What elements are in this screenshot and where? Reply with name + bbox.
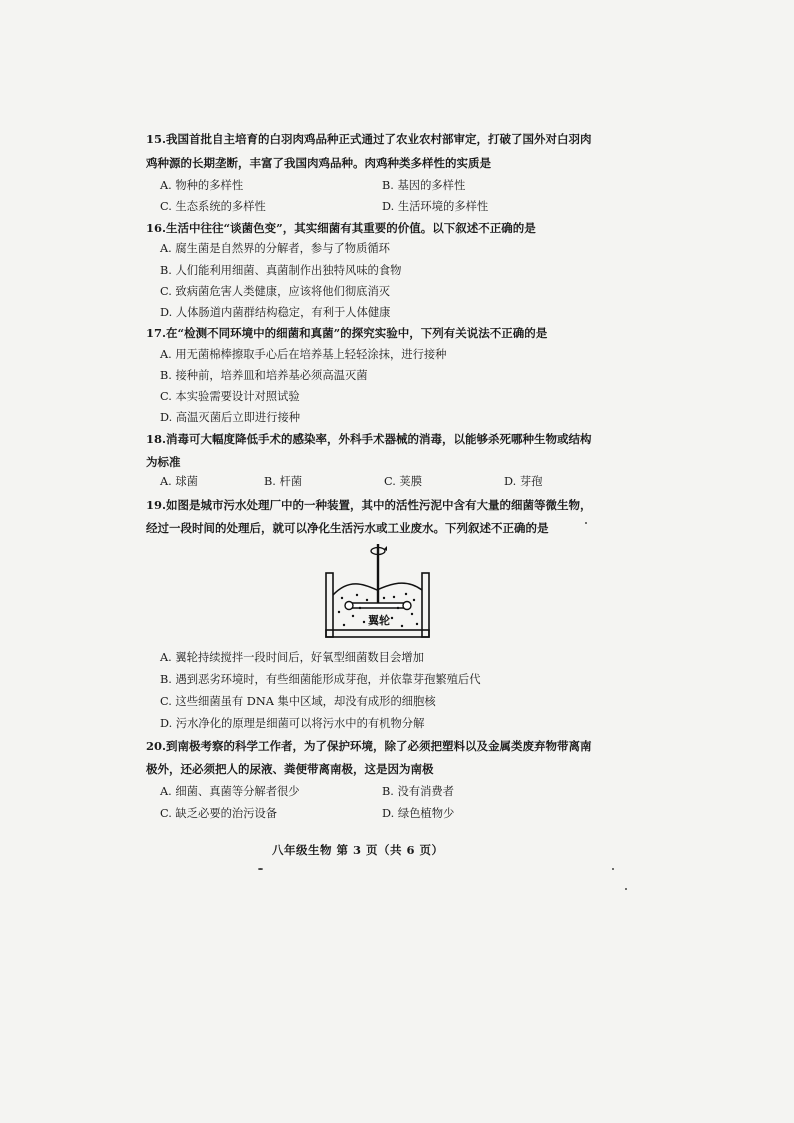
q18-option-b: B. 杆菌 [264,475,303,488]
q15-option-d: D. 生活环境的多样性 [382,200,489,213]
q19-option-d: D. 污水净化的原理是细菌可以将污水中的有机物分解 [160,717,425,730]
impeller-blade [348,603,408,608]
q15-stem-line1: 15.我国首批自主培育的白羽肉鸡品种正式通过了农业农村部审定，打破了国外对白羽肉 [146,132,592,146]
q20-stem-line2: 极外，还必须把人的尿液、粪便带离南极，这是因为南极 [146,762,434,776]
q20-option-b: B. 没有消费者 [382,785,454,798]
scan-speck [258,868,263,870]
tank-bottom [326,630,429,637]
q17-option-a: A. 用无菌棉棒擦取手心后在培养基上轻轻涂抹，进行接种 [160,348,447,361]
q17-stem: 17.在“检测不同环境中的细菌和真菌”的探究实验中，下列有关说法不正确的是 [146,326,548,340]
tank-right-wall [422,573,429,637]
q15-option-c: C. 生态系统的多样性 [160,200,266,213]
tank-left-wall [326,573,333,637]
q16-option-d: D. 人体肠道内菌群结构稳定，有利于人体健康 [160,306,391,319]
q19-option-b: B. 遇到恶劣环境时，有些细菌能形成芽孢，并依靠芽孢繁殖后代 [160,673,481,686]
q17-option-c: C. 本实验需要设计对照试验 [160,390,300,403]
impeller-blade-tip-right [403,602,411,610]
impeller-blade-tip-left [345,602,353,610]
page-footer: 八年级生物 第 3 页（共 6 页） [272,843,444,857]
q20-option-a: A. 细菌、真菌等分解者很少 [160,785,300,798]
q20-option-d: D. 绿色植物少 [382,807,455,820]
q18-stem-line1: 18.消毒可大幅度降低手术的感染率，外科手术器械的消毒，以能够杀死哪种生物或结构 [146,432,592,446]
aeration-tank-figure [324,540,434,640]
q17-option-d: D. 高温灭菌后立即进行接种 [160,411,301,424]
q20-stem-line1: 20.到南极考察的科学工作者，为了保护环境，除了必须把塑料以及金属类废弃物带离南 [146,739,592,753]
scan-speck [625,888,627,890]
q17-option-b: B. 接种前，培养皿和培养基必须高温灭菌 [160,369,368,382]
scan-speck [585,522,587,524]
q15-option-b: B. 基因的多样性 [382,179,466,192]
q20-option-c: C. 缺乏必要的治污设备 [160,807,278,820]
q19-option-c: C. 这些细菌虽有 DNA 集中区域，却没有成形的细胞核 [160,695,436,708]
q15-option-a: A. 物种的多样性 [160,179,244,192]
q15-stem-line2: 鸡种源的长期垄断，丰富了我国肉鸡品种。肉鸡种类多样性的实质是 [146,156,491,170]
impeller-label: 翼轮 [368,614,390,627]
q16-option-c: C. 致病菌危害人类健康，应该将他们彻底消灭 [160,285,391,298]
q16-stem: 16.生活中往往“谈菌色变”，其实细菌有其重要的价值。以下叙述不正确的是 [146,221,536,235]
q19-option-a: A. 翼轮持续搅拌一段时间后，好氧型细菌数目会增加 [160,651,424,664]
q16-option-b: B. 人们能利用细菌、真菌制作出独特风味的食物 [160,264,402,277]
q16-option-a: A. 腐生菌是自然界的分解者，参与了物质循环 [160,242,390,255]
q18-option-d: D. 芽孢 [504,475,543,488]
q19-stem-line1: 19.如图是城市污水处理厂中的一种装置，其中的活性污泥中含有大量的细菌等微生物， [146,498,592,512]
q18-option-c: C. 荚膜 [384,475,423,488]
scan-speck [612,868,614,870]
q19-stem-line2: 经过一段时间的处理后，就可以净化生活污水或工业废水。下列叙述不正确的是 [146,521,549,535]
q18-stem-line2: 为标准 [146,455,181,469]
q18-option-a: A. 球菌 [160,475,198,488]
